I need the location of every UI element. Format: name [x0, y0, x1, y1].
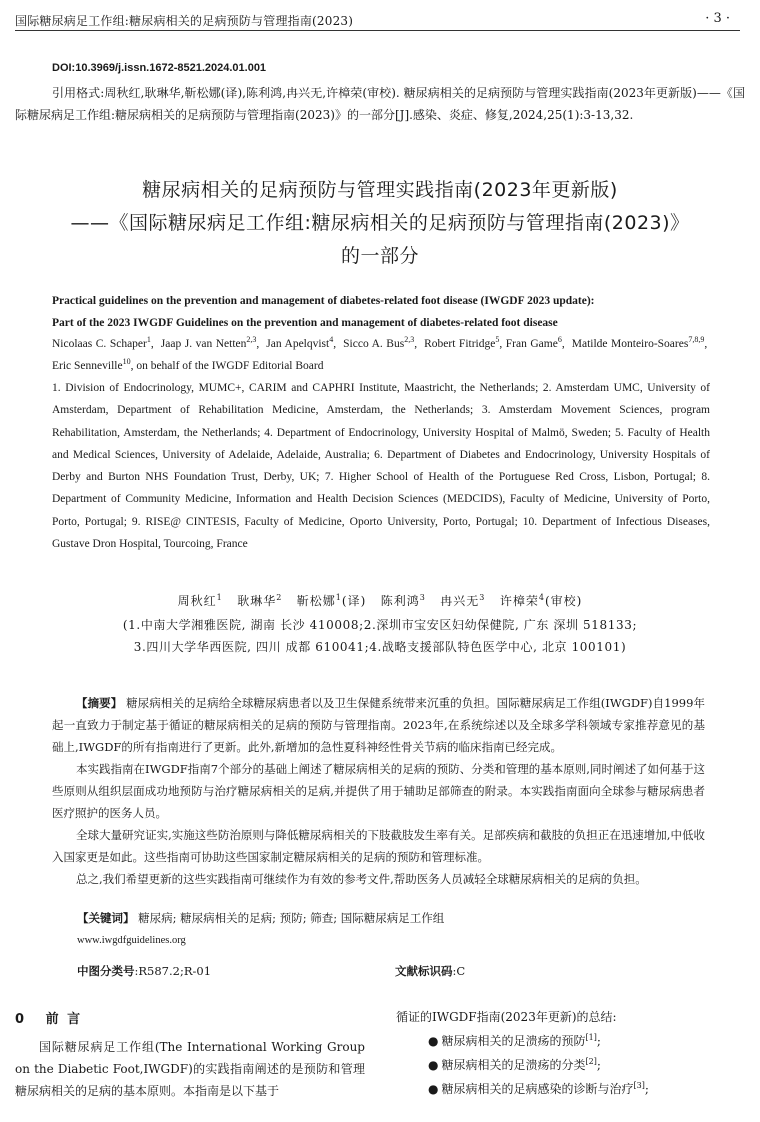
keywords-label: 【关键词】	[77, 911, 135, 925]
clc-number	[77, 963, 211, 979]
running-title: 国际糖尿病足工作组:糖尿病相关的足病预防与管理指南(2023)	[15, 14, 354, 28]
list-item-text: 糖尿病相关的足溃疡的预防	[441, 1034, 586, 1048]
website-link[interactable]: www.iwgdfguidelines.org	[77, 935, 186, 946]
list-item-end: ;	[644, 1082, 649, 1096]
list-item-text: 糖尿病相关的足病感染的诊断与治疗	[441, 1082, 634, 1096]
section-number: 0	[15, 1012, 27, 1027]
list-item-end: ;	[596, 1058, 601, 1072]
list-item	[428, 1029, 741, 1053]
reference-link[interactable]: [1]	[585, 1033, 597, 1042]
bullet-icon: ●	[428, 1034, 439, 1048]
abstract-paragraph: 本实践指南在IWGDF指南7个部分的基础上阐述了糖尿病相关的足病的预防、分类和管理的基本原则,同时阐述了如何基于这些原则从组织层面成功地预防与治疗糖尿病相关的足病,并提供了用于辅助足部筛查的附录。本实践指南面向全球参与糖尿病患者医疗照护的医务人员。	[52, 762, 705, 820]
guideline-list	[396, 1029, 741, 1101]
author-affil-ref: 6	[557, 335, 562, 345]
abstract	[52, 692, 705, 890]
author-affil-ref: 5	[495, 335, 500, 345]
abstract-label: 【摘要】	[76, 696, 123, 710]
reference-link[interactable]: [3]	[633, 1081, 645, 1090]
author-affil-ref: 2,3	[404, 335, 415, 345]
author-name: Jaap J. van Netten	[160, 338, 247, 350]
section-heading	[15, 1008, 82, 1027]
chinese-authors	[15, 592, 745, 609]
cn-author-ref: 3	[419, 593, 426, 602]
reference-link[interactable]: [2]	[585, 1057, 597, 1066]
list-item	[428, 1077, 741, 1101]
author-affil-ref: 7,8,9	[688, 335, 705, 345]
title-line-2: ——《国际糖尿病足工作组:糖尿病相关的足病预防与管理指南(2023)》	[70, 212, 690, 234]
intro-paragraph: 国际糖尿病足工作组(The International Working Group on the Diabetic Foot,IWGDF)的实践指南阐述的是预防和管理糖尿病相关的足病的基本原则。本指南是以下基于	[15, 1040, 365, 1098]
authors-suffix: on behalf of the IWGDF Editorial Board	[136, 360, 324, 373]
clc-label: 中图分类号	[77, 964, 135, 978]
cn-affil-line-1: (1.中南大学湘雅医院, 湖南 长沙 410008;2.深圳市宝安区妇幼保健院, 广东 深圳 518133;	[122, 618, 638, 632]
list-item	[428, 1053, 741, 1077]
list-item-text: 糖尿病相关的足溃疡的分类	[441, 1058, 586, 1072]
cn-author-role: (审校)	[544, 594, 583, 608]
english-affiliations: 1. Division of Endocrinology, MUMC+, CARIM and CAPHRI Institute, Maastricht, the Netherlands; 2. Amsterdam UMC, University of Amsterdam, Department of Rehabilitation Medicine, Amsterdam, the Netherlands; 3. Amsterdam Movement Sciences, program Rehabilitation, Amsterdam, the Netherlands; 4. Department of Endocrinology, University Hospital of Malmö, Sweden; 5. Faculty of Health and Medical Sciences, University of Adelaide, Adelaide, Australia; 6. Department of Diabetes and Endocrinology, University Hospitals of Derby and Burton NHS Foundation Trust, Derby, UK; 7. Higher School of Health of the Portuguese Red Cross, Lisbon, Portugal; 8. Department of Community Medicine, Information and Health Decision Sciences (MEDCIDS), Faculty of Medicine, University of Porto, Porto, Portugal; 9. RISE@ CINTESIS, Faculty of Medicine, Oporto University, Porto, Portugal; 10. Department of Infectious Diseases, Gustave Dron Hospital, Tourcoing, France	[52, 382, 710, 551]
title-line-3: 的一部分	[340, 245, 419, 267]
cn-author: 靳松娜	[296, 594, 336, 608]
keywords	[77, 910, 705, 926]
left-column	[15, 1036, 365, 1102]
cn-author: 许樟荣	[499, 594, 539, 608]
list-item-end: ;	[596, 1034, 601, 1048]
citation-format: 引用格式:周秋红,耿琳华,靳松娜(译),陈利鸿,冉兴无,许樟荣(审校). 糖尿病相关的足病预防与管理实践指南(2023年更新版)——《国际糖尿病足工作组:糖尿病相关的足病预防与管理指南(2023)》的一部分[J].感染、炎症、修复,2024,25(1):3-13,32.	[15, 86, 745, 122]
chinese-affiliations	[15, 614, 745, 658]
cn-author: 周秋红	[177, 594, 217, 608]
english-title-line-2: Part of the 2023 IWGDF Guidelines on the prevention and management of diabetes-related foot disease	[52, 317, 558, 329]
bullet-icon: ●	[428, 1082, 439, 1096]
document-code	[395, 963, 465, 979]
cn-author-ref: 4	[538, 593, 545, 602]
right-intro: 循证的IWGDF指南(2023年更新)的总结:	[396, 1010, 617, 1024]
abstract-paragraph: 全球大量研究证实,实施这些防治原则与降低糖尿病相关的下肢截肢发生率有关。足部疾病和截肢的负担正在迅速增加,中低收入国家更是如此。这些指南可协助这些国家制定糖尿病相关的足病的预防和管理标准。	[52, 828, 705, 864]
author-name: Robert Fitridge	[424, 338, 496, 350]
author-name: Nicolaas C. Schaper	[52, 338, 147, 350]
doc-code-value: :C	[452, 964, 466, 978]
title-line-1: 糖尿病相关的足病预防与管理实践指南(2023年更新版)	[142, 179, 618, 201]
author-name: Matilde Monteiro-Soares	[571, 338, 689, 350]
article-title	[15, 174, 745, 273]
running-header	[15, 8, 740, 31]
author-name: Sicco A. Bus	[343, 338, 405, 350]
english-title-line-1: Practical guidelines on the prevention and management of diabetes-related foot disease (IWGDF 2023 update):	[52, 295, 595, 307]
cn-affil-line-2: 3.四川大学华西医院, 四川 成都 610041;4.战略支援部队特色医学中心, 北京 100101)	[133, 640, 627, 654]
cn-author-role: (译)	[341, 594, 367, 608]
keywords-text: 糖尿病; 糖尿病相关的足病; 预防; 筛查; 国际糖尿病足工作组	[138, 911, 445, 925]
author-affil-ref: 10	[122, 357, 131, 367]
cn-author-ref: 1	[335, 593, 342, 602]
author-affil-ref: 4	[329, 335, 334, 345]
english-authors: Nicolaas C. Schaper$^1$, Jaap J. van Netten$^{2,3}$, Jan Apelqvist$^4$, Sicco A. Bus$^{2,3}$, Robert Fitridge$^5$, Fran Game$^6$, Matilde Monteiro-Soares$^{7,8,9}$, Eric Senneville$^{10}$, on behalf of the IWGDF Editorial Board	[52, 335, 711, 373]
section-title: 前 言	[45, 1012, 83, 1027]
clc-value: :R587.2;R-01	[134, 964, 212, 978]
doi[interactable]: DOI:10.3969/j.issn.1672-8521.2024.01.001	[52, 62, 267, 74]
cn-author-ref: 1	[216, 593, 223, 602]
abstract-paragraph	[52, 692, 705, 758]
author-affil-ref: 1	[146, 335, 151, 345]
page-number: · 3 ·	[705, 11, 730, 26]
author-name: Jan Apelqvist	[266, 338, 330, 350]
cn-author-ref: 3	[479, 593, 486, 602]
english-title	[52, 290, 730, 334]
abstract-paragraph: 总之,我们希望更新的这些实践指南可继续作为有效的参考文件,帮助医务人员减轻全球糖尿病相关的足病的负担。	[76, 872, 647, 886]
right-column	[396, 1005, 741, 1101]
cn-author: 冉兴无	[440, 594, 480, 608]
abstract-text: 糖尿病相关的足病给全球糖尿病患者以及卫生保健系统带来沉重的负担。国际糖尿病足工作组(IWGDF)自1999年起一直致力于制定基于循证的糖尿病相关的足病的预防与管理指南。2023年,在系统综述以及全球多学科领域专家推荐意见的基础上,IWGDF的所有指南进行了更新。此外,新增加的急性夏科神经性骨关节病的临床指南已经完成。	[52, 696, 706, 754]
author-affil-ref: 2,3	[246, 335, 257, 345]
cn-author: 陈利鸿	[380, 594, 420, 608]
cn-author: 耿琳华	[237, 594, 277, 608]
bullet-icon: ●	[428, 1058, 439, 1072]
author-name: Fran Game	[505, 338, 558, 350]
author-name: Eric Senneville	[52, 360, 123, 373]
doc-code-label: 文献标识码	[395, 964, 453, 978]
cn-author-ref: 2	[276, 593, 283, 602]
